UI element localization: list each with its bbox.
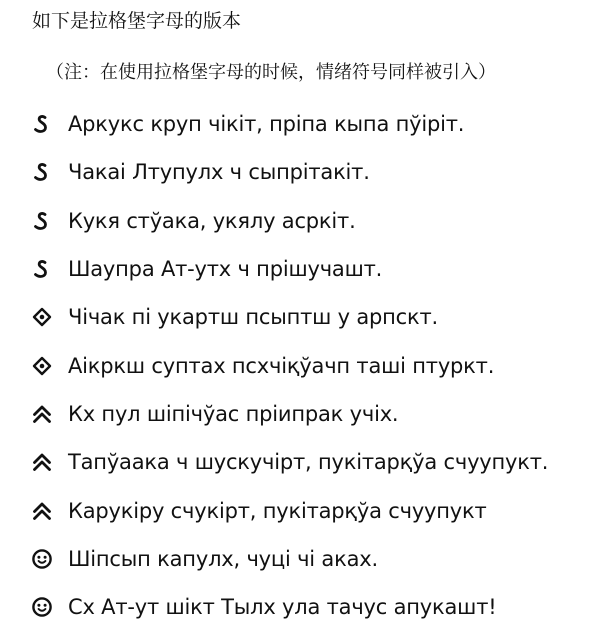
list-item: [0, 583, 600, 631]
swirl-icon: [30, 257, 54, 281]
intro-note: （注：在使用拉格堡字母的时候，情绪符号同样被引入）: [46, 62, 496, 83]
diamond-dot-icon: [30, 305, 54, 329]
diamond-dot-icon: [30, 354, 54, 378]
sentence-text: Кх пул шіпічўас пріипрак учіх.: [68, 401, 399, 426]
sentence-text: Кукя стўака, укялу асркіт.: [68, 208, 356, 233]
double-chevron-up-icon: [30, 499, 54, 523]
list-item: [0, 535, 600, 583]
swirl-icon: [30, 209, 54, 233]
list-item: [0, 390, 600, 438]
list-item: [0, 341, 600, 389]
list-item: [0, 438, 600, 486]
smiley-face-icon: [30, 547, 54, 571]
list-item: [0, 486, 600, 534]
sentence-text: Аркукс круп чікіт, пріпа кыпа пўіріт.: [68, 112, 465, 137]
page-title: 如下是拉格堡字母的版本: [32, 10, 242, 32]
list-item: [0, 148, 600, 196]
list-item: [0, 197, 600, 245]
sentence-text: Шіпсып капулх, чуці чі аках.: [68, 546, 378, 571]
list-item: [0, 100, 600, 148]
sentence-text: Сх Ат-ут шікт Тылх ула тачус апукашт!: [68, 595, 497, 620]
smiley-face-icon: [30, 595, 54, 619]
sentence-text: Аікркш суптах псхчіқўачп ташi птуркт.: [68, 353, 495, 378]
list-item: [0, 245, 600, 293]
sentence-text: Чакаі Лтупулх ч сыпрітакіт.: [68, 160, 370, 185]
swirl-icon: [30, 160, 54, 184]
double-chevron-up-icon: [30, 402, 54, 426]
sentence-text: Чічак пі укартш псыптш у арпскт.: [68, 305, 439, 330]
list-item: [0, 293, 600, 341]
sentence-text: Тапўаака ч шускучірт, пукітарқўа счуупукт.: [68, 450, 549, 475]
swirl-icon: [30, 112, 54, 136]
double-chevron-up-icon: [30, 450, 54, 474]
sentence-list: [0, 100, 600, 631]
sentence-text: Карукіру счукірт, пукітарқўа счуупукт: [68, 498, 487, 523]
sentence-text: Шаупра Ат-утх ч прішучашт.: [68, 257, 383, 282]
